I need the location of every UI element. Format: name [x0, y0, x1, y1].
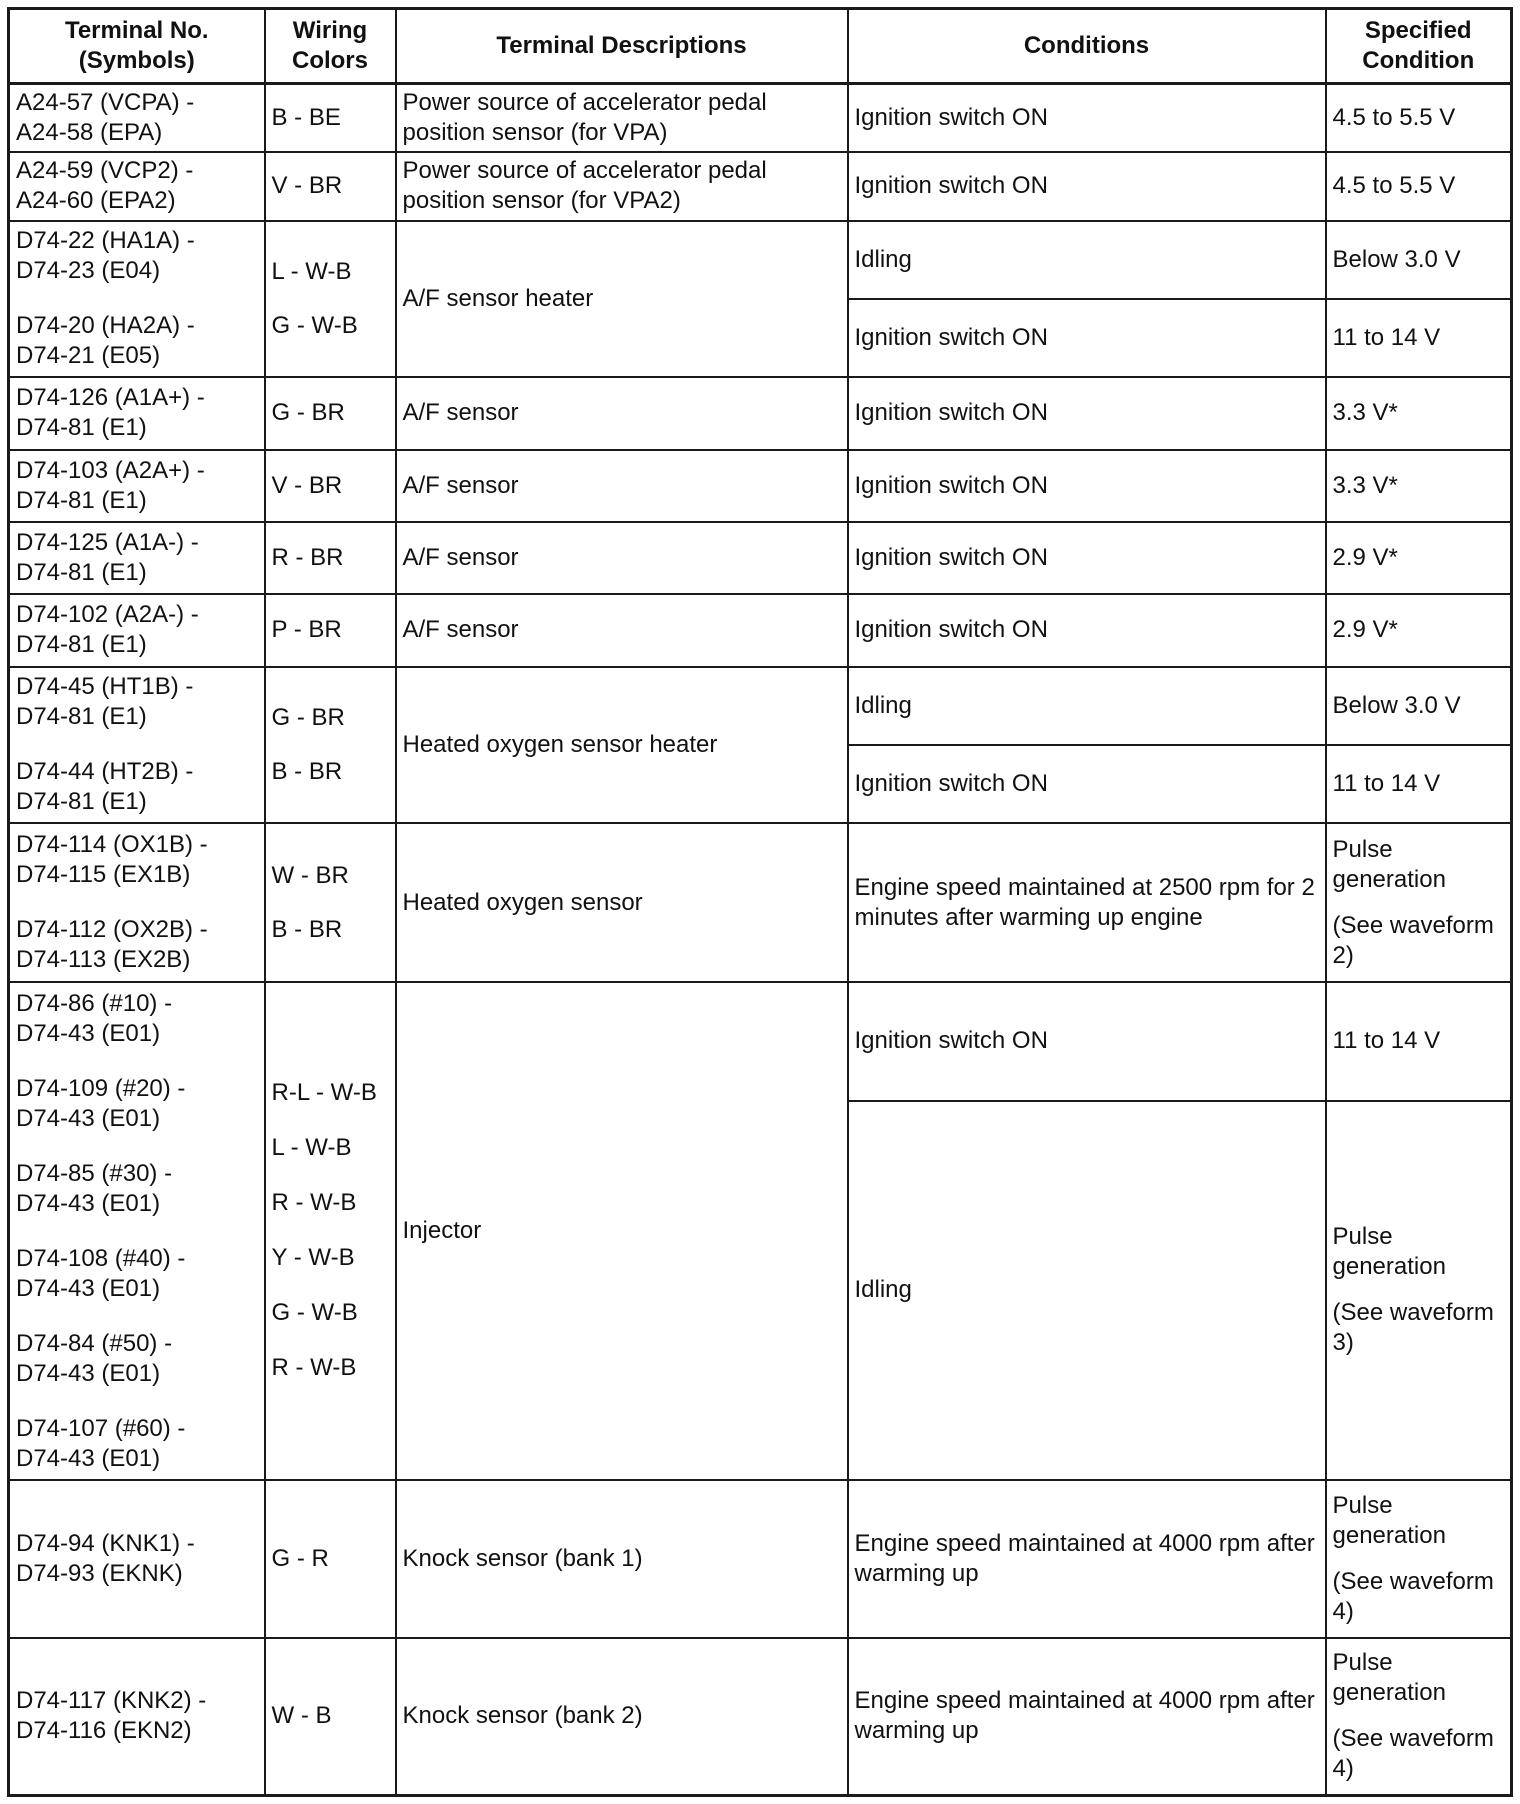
spec-cell	[1326, 1638, 1512, 1796]
wiring-line: Y - W-B	[271, 1244, 355, 1272]
spec-line: Pulse generation	[1332, 1649, 1446, 1707]
wiring-line: G - BR	[271, 703, 345, 731]
terminal-line: D74-103 (A2A+) -	[16, 456, 205, 484]
table-row	[9, 221, 1512, 299]
description-cell: A/F sensor heater	[396, 221, 848, 378]
wiring-cell: P - BR	[265, 594, 396, 666]
condition-cell: Idling	[848, 221, 1326, 299]
terminal-line: D74-85 (#30) -	[16, 1159, 173, 1187]
table-row	[9, 450, 1512, 522]
description-cell: Power source of accelerator pedal position sensor (for VPA)	[396, 84, 848, 153]
terminal-line: D74-20 (HA2A) -	[16, 312, 195, 340]
description-cell: Knock sensor (bank 2)	[396, 1638, 848, 1796]
terminal-line: D74-125 (A1A-) -	[16, 529, 199, 557]
table-row	[9, 377, 1512, 449]
wiring-line: L - W-B	[271, 1134, 352, 1162]
condition-cell: Ignition switch ON	[848, 594, 1326, 666]
header-terminal-line1: Terminal No.	[64, 17, 209, 44]
terminal-line: D74-43 (E01)	[16, 1104, 161, 1132]
spec-line: (See waveform 2)	[1332, 911, 1494, 969]
wiring-line: R - W-B	[271, 1189, 357, 1217]
terminal-line: D74-114 (OX1B) -	[16, 831, 208, 858]
wiring-cell: R - BR	[265, 522, 396, 594]
wiring-cell: V - BR	[265, 152, 396, 220]
spec-cell	[1326, 823, 1512, 982]
spec-line: Pulse generation	[1332, 835, 1446, 893]
terminal-line: D74-43 (E01)	[16, 1444, 161, 1472]
terminal-line: D74-93 (EKNK)	[16, 1559, 183, 1587]
terminal-cell	[9, 522, 265, 594]
condition-cell: Idling	[848, 1101, 1326, 1480]
terminal-line: D74-109 (#20) -	[16, 1074, 186, 1102]
terminal-cell	[9, 982, 265, 1480]
terminal-cell	[9, 221, 265, 378]
condition-cell: Idling	[848, 667, 1326, 745]
table-row	[9, 594, 1512, 666]
header-row	[9, 9, 1512, 84]
spec-cell: 4.5 to 5.5 V	[1326, 152, 1512, 220]
terminal-line: D74-45 (HT1B) -	[16, 673, 194, 701]
wiring-line: R-L - W-B	[271, 1079, 377, 1107]
terminal-line: D74-44 (HT2B) -	[16, 758, 194, 786]
spec-cell: 11 to 14 V	[1326, 745, 1512, 823]
terminal-line: D74-117 (KNK2) -	[16, 1687, 207, 1715]
terminal-line: D74-116 (EKN2)	[16, 1717, 192, 1745]
header-wiring	[265, 9, 396, 84]
terminal-line: D74-81 (E1)	[16, 486, 147, 514]
spec-cell: 11 to 14 V	[1326, 982, 1512, 1101]
header-wiring-line2: Colors	[291, 47, 368, 74]
description-cell: A/F sensor	[396, 522, 848, 594]
spec-cell: Below 3.0 V	[1326, 221, 1512, 299]
terminal-line: D74-43 (E01)	[16, 1274, 161, 1302]
table-row	[9, 1480, 1512, 1638]
spec-line: (See waveform 4)	[1332, 1567, 1494, 1625]
header-terminal	[9, 9, 265, 84]
spec-cell	[1326, 1101, 1512, 1480]
condition-cell: Ignition switch ON	[848, 982, 1326, 1101]
condition-cell: Engine speed maintained at 4000 rpm after warming up	[848, 1480, 1326, 1638]
table-row	[9, 982, 1512, 1101]
header-specified-line1: Specified	[1364, 17, 1472, 44]
spec-cell: 3.3 V*	[1326, 377, 1512, 449]
condition-cell: Ignition switch ON	[848, 152, 1326, 220]
terminal-line: D74-43 (E01)	[16, 1359, 161, 1387]
header-conditions: Conditions	[848, 9, 1326, 84]
header-terminal-line2: (Symbols)	[78, 47, 195, 74]
table-row	[9, 522, 1512, 594]
wiring-line: G - W-B	[271, 1299, 358, 1327]
wiring-cell	[265, 221, 396, 378]
wiring-cell: G - BR	[265, 377, 396, 449]
terminal-line: D74-22 (HA1A) -	[16, 227, 195, 255]
table-row	[9, 1638, 1512, 1796]
terminal-line: D74-21 (E05)	[16, 342, 161, 370]
terminal-line: D74-107 (#60) -	[16, 1414, 186, 1442]
terminal-line: A24-58 (EPA)	[16, 119, 163, 147]
terminal-line: D74-112 (OX2B) -	[16, 916, 208, 943]
spec-line: (See waveform 4)	[1332, 1725, 1494, 1783]
description-cell: A/F sensor	[396, 594, 848, 666]
terminal-cell	[9, 1638, 265, 1796]
header-specified	[1326, 9, 1512, 84]
terminal-line: D74-84 (#50) -	[16, 1329, 173, 1357]
description-cell: Injector	[396, 982, 848, 1480]
condition-cell: Ignition switch ON	[848, 84, 1326, 153]
spec-cell: 11 to 14 V	[1326, 299, 1512, 377]
wiring-cell: G - R	[265, 1480, 396, 1638]
terminal-spec-table	[7, 7, 1513, 1797]
spec-cell: Below 3.0 V	[1326, 667, 1512, 745]
terminal-line: D74-43 (E01)	[16, 1189, 161, 1217]
wiring-line: R - W-B	[271, 1354, 357, 1382]
wiring-line: B - BR	[271, 757, 343, 785]
terminal-line: D74-115 (EX1B)	[16, 861, 191, 888]
terminal-cell	[9, 152, 265, 220]
description-cell: Knock sensor (bank 1)	[396, 1480, 848, 1638]
wiring-line: W - BR	[271, 861, 349, 889]
wiring-cell	[265, 982, 396, 1480]
spec-line: Pulse generation	[1332, 1223, 1446, 1281]
table-row	[9, 823, 1512, 982]
table-row	[9, 84, 1512, 153]
wiring-cell	[265, 667, 396, 824]
wiring-cell: B - BE	[265, 84, 396, 153]
description-cell: Heated oxygen sensor	[396, 823, 848, 982]
terminal-line: D74-81 (E1)	[16, 559, 147, 587]
terminal-cell	[9, 823, 265, 982]
condition-cell: Ignition switch ON	[848, 377, 1326, 449]
terminal-cell	[9, 667, 265, 824]
header-description: Terminal Descriptions	[396, 9, 848, 84]
spec-line: (See waveform 3)	[1332, 1299, 1494, 1357]
header-specified-line2: Condition	[1362, 47, 1475, 74]
terminal-line: D74-94 (KNK1) -	[16, 1529, 195, 1557]
spec-cell	[1326, 1480, 1512, 1638]
condition-cell: Ignition switch ON	[848, 522, 1326, 594]
terminal-line: D74-113 (EX2B)	[16, 946, 191, 973]
header-wiring-line1: Wiring	[292, 17, 368, 44]
terminal-cell	[9, 450, 265, 522]
terminal-line: D74-102 (A2A-) -	[16, 601, 199, 629]
terminal-line: A24-59 (VCP2) -	[16, 157, 194, 185]
terminal-line: D74-126 (A1A+) -	[16, 384, 205, 412]
condition-cell: Engine speed maintained at 4000 rpm after warming up	[848, 1638, 1326, 1796]
terminal-line: D74-81 (E1)	[16, 703, 147, 731]
terminal-cell	[9, 377, 265, 449]
terminal-line: D74-81 (E1)	[16, 631, 147, 659]
spec-cell: 2.9 V*	[1326, 522, 1512, 594]
terminal-cell	[9, 594, 265, 666]
wiring-cell: W - B	[265, 1638, 396, 1796]
terminal-cell	[9, 1480, 265, 1638]
terminal-line: D74-23 (E04)	[16, 257, 161, 285]
spec-cell: 2.9 V*	[1326, 594, 1512, 666]
condition-cell: Ignition switch ON	[848, 450, 1326, 522]
terminal-line: D74-86 (#10) -	[16, 989, 173, 1017]
wiring-line: B - BR	[271, 915, 343, 943]
condition-cell: Engine speed maintained at 2500 rpm for 2 minutes after warming up engine	[848, 823, 1326, 982]
terminal-cell	[9, 84, 265, 153]
wiring-cell: V - BR	[265, 450, 396, 522]
terminal-line: D74-81 (E1)	[16, 414, 147, 442]
wiring-cell	[265, 823, 396, 982]
wiring-line: L - W-B	[271, 257, 352, 285]
condition-cell: Ignition switch ON	[848, 299, 1326, 377]
spec-line: Pulse generation	[1332, 1491, 1446, 1549]
description-cell: Power source of accelerator pedal position sensor (for VPA2)	[396, 152, 848, 220]
terminal-line: D74-43 (E01)	[16, 1019, 161, 1047]
wiring-line: G - W-B	[271, 311, 358, 339]
terminal-line: D74-81 (E1)	[16, 788, 147, 816]
terminal-line: D74-108 (#40) -	[16, 1244, 186, 1272]
description-cell: A/F sensor	[396, 377, 848, 449]
terminal-line: A24-57 (VCPA) -	[16, 89, 195, 117]
description-cell: Heated oxygen sensor heater	[396, 667, 848, 824]
terminal-line: A24-60 (EPA2)	[16, 187, 176, 215]
table-row	[9, 152, 1512, 220]
spec-cell: 3.3 V*	[1326, 450, 1512, 522]
description-cell: A/F sensor	[396, 450, 848, 522]
table-row	[9, 667, 1512, 745]
spec-cell: 4.5 to 5.5 V	[1326, 84, 1512, 153]
condition-cell: Ignition switch ON	[848, 745, 1326, 823]
